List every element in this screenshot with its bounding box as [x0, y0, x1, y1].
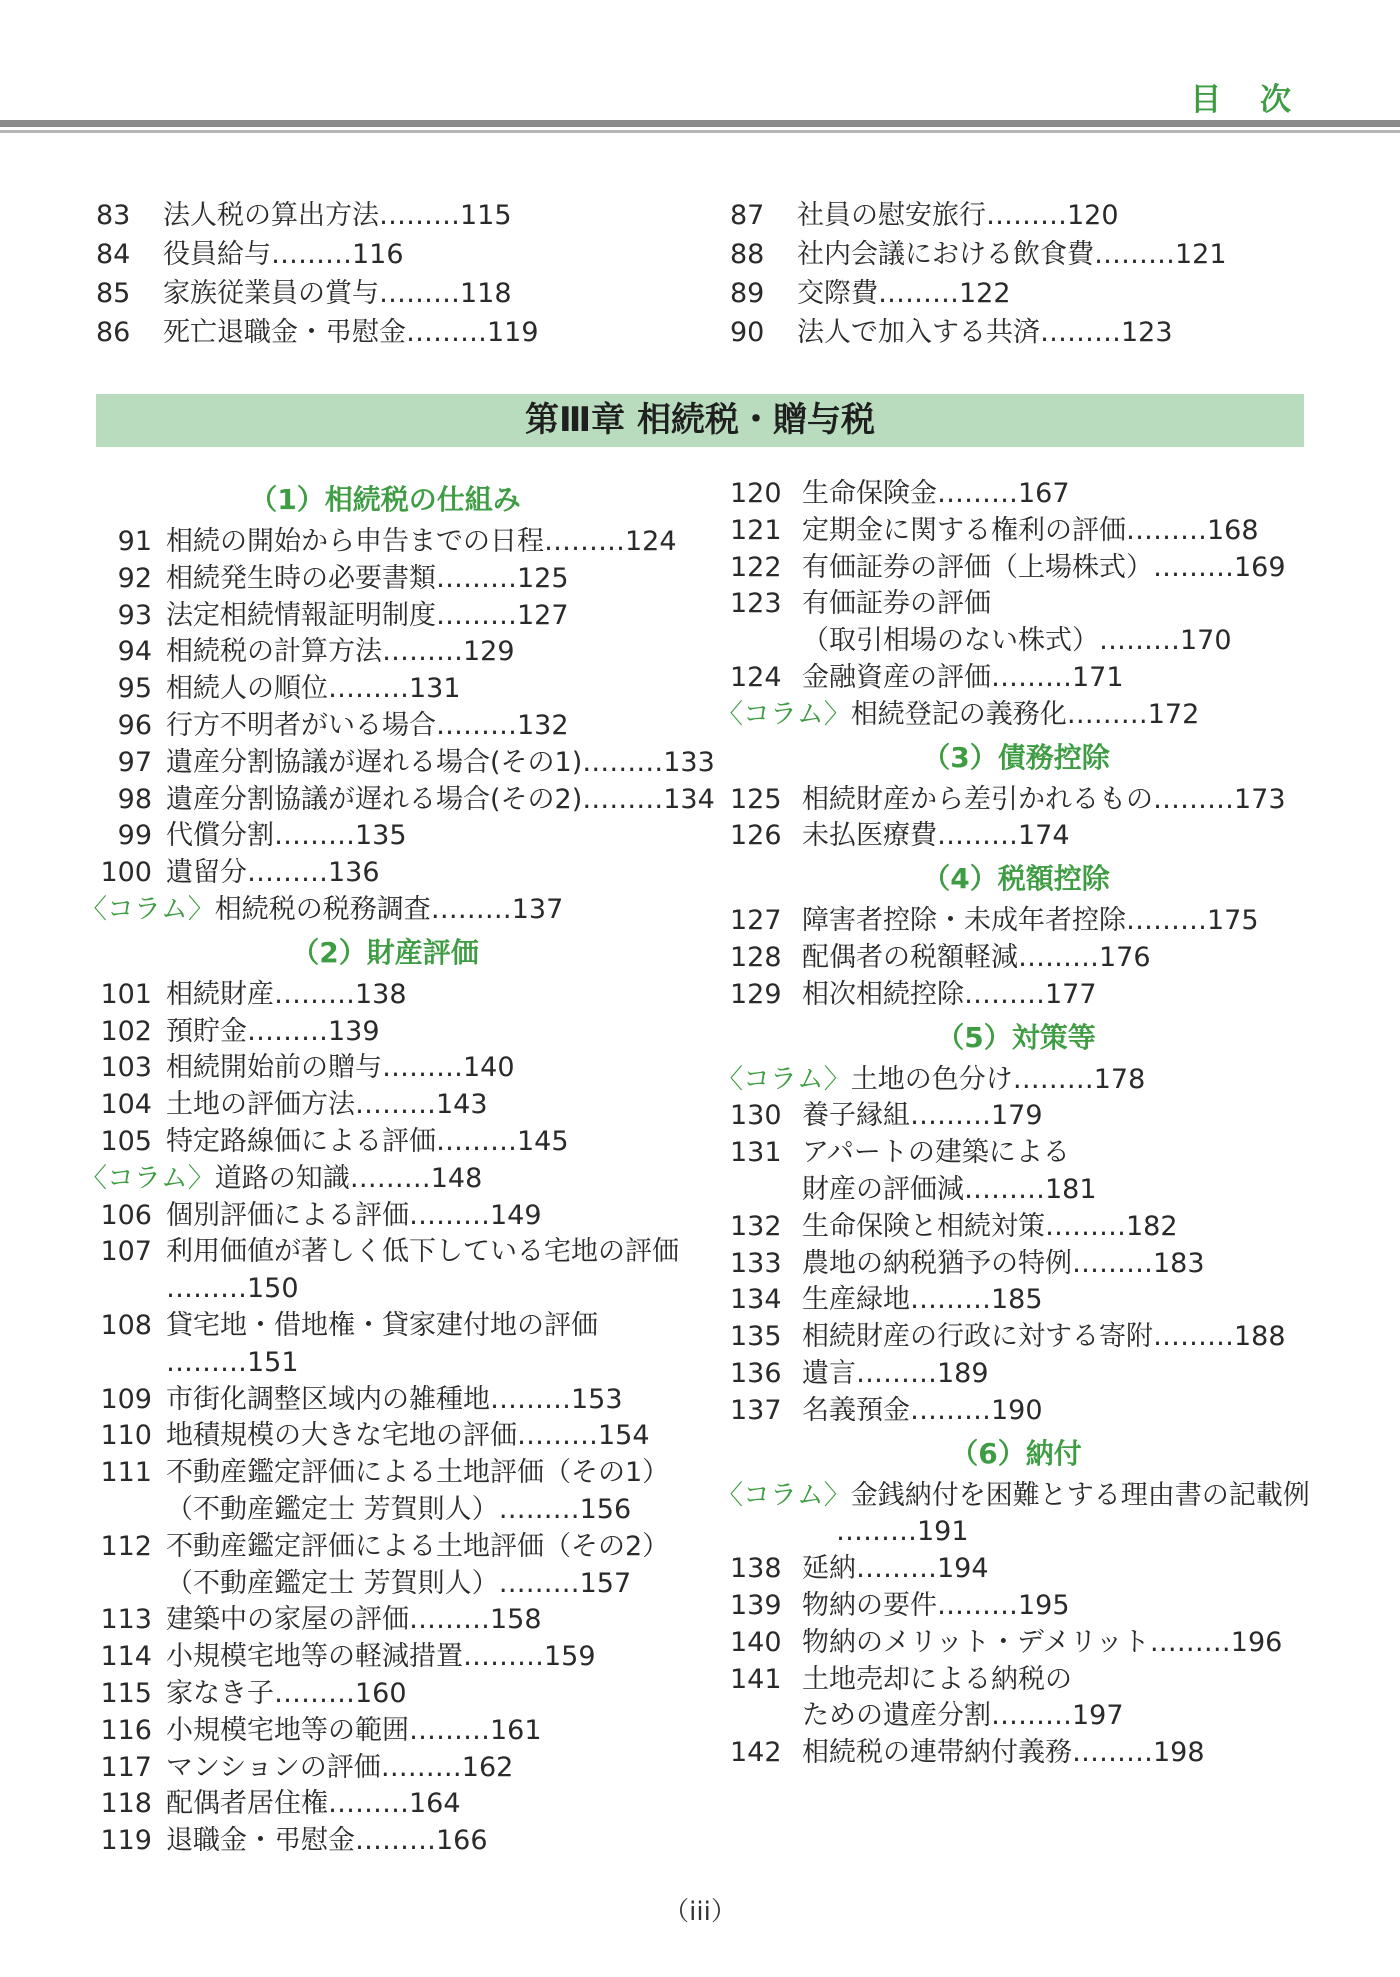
- page-number: （iii）: [663, 1897, 737, 1927]
- toc-entry[interactable]: 91 相続の開始から申告までの日程………124: [117, 526, 677, 557]
- column-entry[interactable]: 〈コラム〉金銭納付を困難とする理由書の記載例: [716, 1479, 1310, 1511]
- page-header-title: 目 次: [1190, 82, 1305, 118]
- toc-entry[interactable]: 131 アパートの建築による: [730, 1137, 1070, 1169]
- toc-entry[interactable]: 121 定期金に関する権利の評価………168: [730, 514, 1259, 546]
- toc-entry[interactable]: 130 養子縁組………179: [730, 1100, 1043, 1132]
- toc-entry[interactable]: 104 土地の評価方法………143: [100, 1089, 488, 1121]
- toc-right-column: [716, 476, 1316, 1772]
- column-tag: 〈コラム〉: [716, 1063, 851, 1095]
- toc-entry[interactable]: 124 金融資産の評価………171: [730, 661, 1124, 693]
- toc-entry[interactable]: 102 預貯金………139: [100, 1015, 380, 1047]
- toc-entry[interactable]: 139 物納の要件………195: [730, 1589, 1070, 1621]
- toc-entry-continued: （取引相場のない株式）………170: [802, 625, 1232, 657]
- toc-entry-continued: （不動産鑑定士 芳賀則人）………157: [166, 1567, 632, 1599]
- toc-entry[interactable]: 87 社員の慰安旅行………120: [730, 200, 1119, 231]
- toc-entry[interactable]: 89 交際費………122: [730, 278, 1011, 309]
- toc-entry[interactable]: 99 代償分割………135: [117, 820, 407, 852]
- toc-entry[interactable]: 140 物納のメリット・デメリット………196: [730, 1626, 1283, 1658]
- toc-entry-continued: （不動産鑑定士 芳賀則人）………156: [166, 1493, 632, 1525]
- toc-entry[interactable]: 117 マンションの評価………162: [100, 1751, 514, 1783]
- top-list-right: [730, 196, 1227, 352]
- toc-entry-continued: ………191: [836, 1516, 969, 1548]
- toc-entry[interactable]: 118 配偶者居住権………164: [100, 1788, 461, 1820]
- toc-entry[interactable]: 107 利用価値が著しく低下している宅地の評価: [100, 1236, 679, 1268]
- column-tag: 〈コラム〉: [716, 1479, 851, 1511]
- toc-entry[interactable]: 90 法人で加入する共済………123: [730, 317, 1173, 348]
- toc-entry[interactable]: 141 土地売却による納税の: [730, 1663, 1072, 1695]
- section-heading: （2）財産評価: [291, 935, 479, 969]
- column-entry[interactable]: 〈コラム〉土地の色分け………178: [716, 1063, 1146, 1095]
- column-tag: 〈コラム〉: [716, 698, 851, 730]
- toc-entry[interactable]: 85 家族従業員の賞与………118: [96, 278, 512, 309]
- toc-entry[interactable]: 86 死亡退職金・弔慰金………119: [96, 317, 539, 348]
- section-heading: （1）相続税の仕組み: [249, 483, 521, 516]
- toc-entry[interactable]: 132 生命保険と相続対策………182: [730, 1210, 1178, 1242]
- toc-entry[interactable]: 109 市街化調整区域内の雑種地………153: [100, 1383, 623, 1415]
- top-list-left: [96, 196, 539, 352]
- toc-entry[interactable]: 123 有価証券の評価: [730, 588, 991, 620]
- toc-entry[interactable]: 125 相続財産から差引かれるもの………173: [730, 783, 1286, 815]
- header-rule-thin: [0, 130, 1400, 133]
- section-heading: （3）債務控除: [922, 740, 1110, 774]
- toc-entry[interactable]: 93 法定相続情報証明制度………127: [117, 599, 569, 631]
- toc-entry-continued: ための遺産分割………197: [802, 1700, 1124, 1732]
- toc-entry[interactable]: 105 特定路線価による評価………145: [100, 1125, 569, 1157]
- toc-entry[interactable]: 120 生命保険金………167: [730, 478, 1070, 509]
- toc-entry[interactable]: 122 有価証券の評価（上場株式）………169: [730, 551, 1286, 583]
- toc-entry[interactable]: 119 退職金・弔慰金………166: [100, 1825, 488, 1857]
- toc-entry[interactable]: 101 相続財産………138: [100, 978, 407, 1010]
- section-heading: （6）納付: [950, 1436, 1082, 1470]
- toc-entry[interactable]: 113 建築中の家屋の評価………158: [100, 1604, 542, 1636]
- toc-entry[interactable]: 111 不動産鑑定評価による土地評価（その1）: [100, 1457, 670, 1489]
- column-tag: 〈コラム〉: [80, 893, 215, 925]
- toc-entry[interactable]: 128 配偶者の税額軽減………176: [730, 941, 1151, 973]
- toc-entry[interactable]: 133 農地の納税猶予の特例………183: [730, 1247, 1205, 1279]
- toc-entry[interactable]: 100 遺留分………136: [100, 857, 380, 889]
- toc-entry[interactable]: 110 地積規模の大きな宅地の評価………154: [100, 1420, 650, 1452]
- toc-entry[interactable]: 94 相続税の計算方法………129: [117, 636, 515, 668]
- toc-entry[interactable]: 134 生産緑地………185: [730, 1284, 1043, 1316]
- toc-entry[interactable]: 115 家なき子………160: [100, 1677, 407, 1709]
- toc-entry[interactable]: 114 小規模宅地等の軽減措置………159: [100, 1641, 596, 1673]
- toc-entry[interactable]: 95 相続人の順位………131: [117, 673, 461, 705]
- header-rule: [0, 120, 1400, 127]
- column-tag: 〈コラム〉: [80, 1162, 215, 1194]
- toc-entry[interactable]: 126 未払医療費………174: [730, 820, 1070, 852]
- toc-entry[interactable]: 84 役員給与………116: [96, 239, 404, 270]
- toc-entry-continued: ………150: [166, 1273, 299, 1305]
- toc-entry[interactable]: 138 延納………194: [730, 1553, 989, 1585]
- section-heading: （5）対策等: [936, 1020, 1096, 1054]
- column-entry[interactable]: 〈コラム〉相続登記の義務化………172: [716, 698, 1200, 730]
- column-entry[interactable]: 〈コラム〉道路の知識………148: [80, 1162, 483, 1194]
- toc-entry[interactable]: 97 遺産分割協議が遅れる場合(その1)………133: [117, 746, 715, 778]
- section-heading: （4）税額控除: [922, 862, 1110, 896]
- toc-entry[interactable]: 137 名義預金………190: [730, 1394, 1043, 1426]
- toc-entry[interactable]: 83 法人税の算出方法………115: [96, 200, 512, 231]
- toc-entry[interactable]: 112 不動産鑑定評価による土地評価（その2）: [100, 1530, 670, 1562]
- toc-entry[interactable]: 96 行方不明者がいる場合………132: [117, 709, 569, 741]
- toc-entry-continued: ………151: [166, 1346, 299, 1378]
- toc-entry[interactable]: 129 相次相続控除………177: [730, 978, 1097, 1010]
- toc-entry[interactable]: 106 個別評価による評価………149: [100, 1199, 542, 1231]
- toc-entry[interactable]: 135 相続財産の行政に対する寄附………188: [730, 1321, 1286, 1353]
- toc-entry[interactable]: 127 障害者控除・未成年者控除………175: [730, 905, 1259, 937]
- toc-entry[interactable]: 92 相続発生時の必要書類………125: [117, 562, 569, 594]
- toc-left-column: [80, 476, 715, 1860]
- chapter-banner: 第Ⅲ章 相続税・贈与税: [96, 394, 1304, 447]
- column-entry[interactable]: 〈コラム〉相続税の税務調査………137: [80, 893, 564, 925]
- toc-entry[interactable]: 103 相続開始前の贈与………140: [100, 1052, 515, 1084]
- toc-entry[interactable]: 136 遺言………189: [730, 1357, 989, 1389]
- toc-entry[interactable]: 116 小規模宅地等の範囲………161: [100, 1714, 542, 1746]
- toc-entry[interactable]: 88 社内会議における飲食費………121: [730, 239, 1227, 270]
- toc-entry[interactable]: 98 遺産分割協議が遅れる場合(その2)………134: [117, 783, 715, 815]
- toc-entry[interactable]: 142 相続税の連帯納付義務………198: [730, 1737, 1205, 1769]
- toc-entry[interactable]: 108 貸宅地・借地権・貸家建付地の評価: [100, 1309, 598, 1341]
- toc-entry-continued: 財産の評価減………181: [802, 1173, 1097, 1205]
